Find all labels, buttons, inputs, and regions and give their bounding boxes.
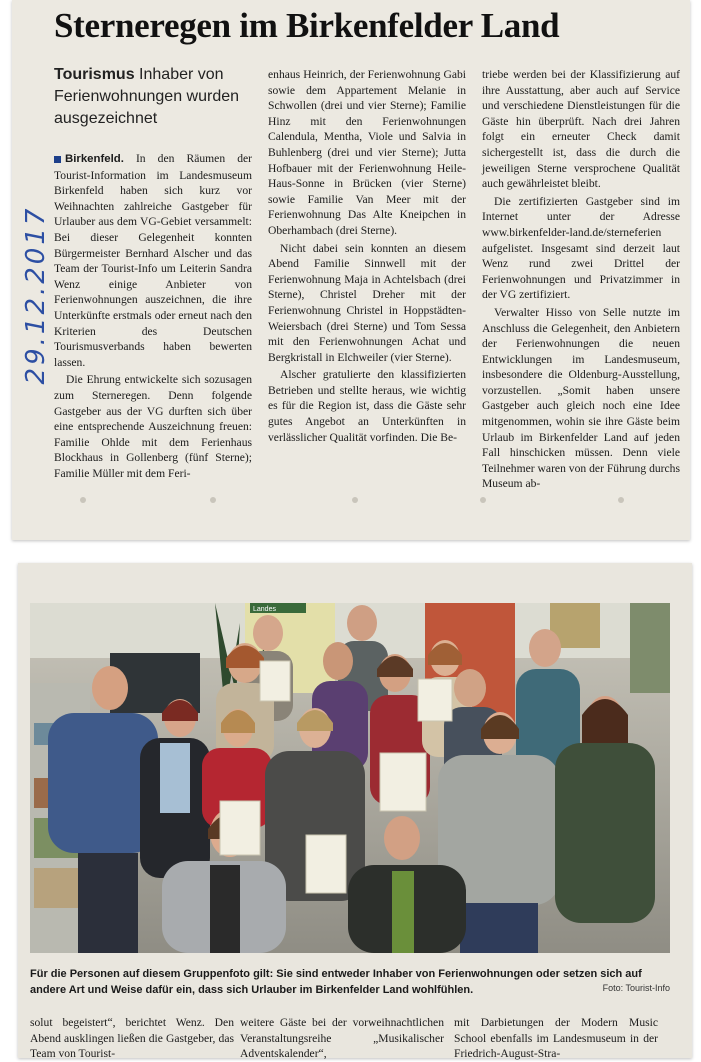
continuation-column-2 bbox=[240, 1015, 444, 1062]
photo-clipping bbox=[18, 563, 692, 1061]
paragraph: mit Darbietungen der Modern Music School ebenfalls im Landesmuseum in der Friedrich-August-Stra- bbox=[454, 1016, 658, 1061]
section-marker-icon bbox=[54, 156, 61, 163]
paragraph: Die zertifizierten Gastgeber sind im Internet unter der Adresse www.birkenfelder-land.de/sterneferien aufgelistet. Insgesamt sind derzeit laut Wenz rund zwei Drittel der Ferienwohnungen und Privatzimmer in der VG zertifiziert. bbox=[482, 194, 680, 302]
article-column-3 bbox=[482, 67, 680, 491]
deck-kicker: Tourismus bbox=[54, 66, 135, 83]
paragraph: enhaus Heinrich, der Ferienwohnung Gabi sowie dem Appartement Melanie in Schwollen (drei und vier Sterne); Familie Hinz mit den Ferienwohnungen Calendula, Mentha, Viole und Salvia in Buhlenberg (drei und vier Sterne); Jutta Hofbauer mit der Ferienwohnung Heile-Haus-Sonne in Brücken (vier Sterne) sowie Familie Van Meer mit der Ferienwohnung Das Alte Kneipchen in Oberhambach (drei Sterne). bbox=[268, 68, 466, 237]
paragraph: Verwalter Hisso von Selle nutzte im Anschluss die Gelegenheit, den Anbietern der Ferienwohnungen die neuen Entwicklungen im Landesmuseum, insbesondere die Oldenburg-Ausstellung, vorzustellen. „Somit haben unsere Gastgeber auch gleich noch eine Idee mitgenommen, wohin sie ihre Gäste beim Urlaub im Birkenfelder Land auf jeden Fall hinschicken müssen. Denn viele Teilnehmer waren von der Führung durchs Museum ab- bbox=[482, 305, 680, 491]
article-column-2 bbox=[268, 67, 466, 483]
photo-credit: Foto: Tourist-Info bbox=[602, 983, 670, 993]
article-deck bbox=[54, 64, 254, 130]
paragraph: Birkenfeld. In den Räumen der Tourist-Information im Landesmuseum Birkenfeld haben sich kurz vor Weihnachten zahlreiche Gastgeber für Urlauber aus dem VG-Gebiet versammelt: Bei dieser Gelegenheit konnten Bürgermeister Bernhard Alscher und das Team der Tourist-Info um Leiterin Sandra Wenz einige Anbieter von Ferienwohnungen auszeichnen, die ihre Unterkünfte erstmals oder erneut nach den Kriterien des Deutschen Tourismusverbands haben bewerten lassen. bbox=[54, 152, 252, 369]
paragraph: Alscher gratulierte den klassifizierten Betrieben und stellte heraus, wie wichtig es für die Region ist, dass die Gäste sehr gutes Angebot an Unterkünften in verlässlicher Qualität vorfinden. Die Be- bbox=[268, 368, 466, 444]
handwritten-date: 29.12.2017 bbox=[21, 205, 51, 385]
continuation-column-3 bbox=[454, 1015, 658, 1062]
banner-text: Landes bbox=[253, 606, 276, 613]
continuation-column-1 bbox=[30, 1015, 234, 1062]
scan-holes bbox=[70, 497, 630, 507]
paragraph: Nicht dabei sein konnten an diesem Abend Familie Sinnwell mit der Ferienwohnung Maja in Achtelsbach (drei Sterne), Christel Dreher mit der Ferienwohnung Christel in Hoppstädten-Weiersbach (drei Sterne) und Tom Sessa mit den Ferienwohnungen Achat und Bergkristall in Elchweiler (vier Sterne). bbox=[268, 241, 466, 364]
group-photo bbox=[30, 603, 670, 953]
paragraph: weitere Gäste bei der vorweihnachtlichen Veranstaltungsreihe „Musikalischer Adventskalender“, bbox=[240, 1016, 444, 1061]
paragraph: Die Ehrung entwickelte sich sozusagen zum Sterneregen. Denn folgende Gastgeber aus der VG durften sich über eine entsprechende Auszeichnung freuen: Familie Ohlde mit dem Ferienhaus Blockhaus in Gollenberg (fünf Sterne); Familie Müller mit dem Feri- bbox=[54, 373, 252, 480]
dateline: Birkenfeld. bbox=[65, 153, 124, 165]
photo-caption: Für die Personen auf diesem Gruppenfoto gilt: Sie sind entweder Inhaber von Ferienwohnungen oder setzen sich auf andere Art und Weise dafür ein, dass sich Urlauber im Birkenfelder Land wohlfühlen. bbox=[30, 968, 642, 996]
paragraph: solut begeistert“, berichtet Wenz. Den Abend ausklingen ließen die Gastgeber, das Team von Tourist- bbox=[30, 1016, 234, 1061]
paragraph: triebe werden bei der Klassifizierung auf ihre Ausstattung, aber auch auf Service und verschiedene Dienstleistungen für die Gäste hin überprüft. Nach drei Jahren folgt ein erneuter Check damit sichergestellt ist, dass die durch die jeweiligen Sterne versprochene Qualität auch gewährleistet bleibt. bbox=[482, 68, 680, 191]
deck-text: Inhaber von Ferienwohnungen wurden ausgezeichnet bbox=[54, 66, 240, 127]
article-column-1 bbox=[54, 151, 252, 483]
article-headline: Sterneregen im Birkenfelder Land bbox=[54, 6, 560, 45]
